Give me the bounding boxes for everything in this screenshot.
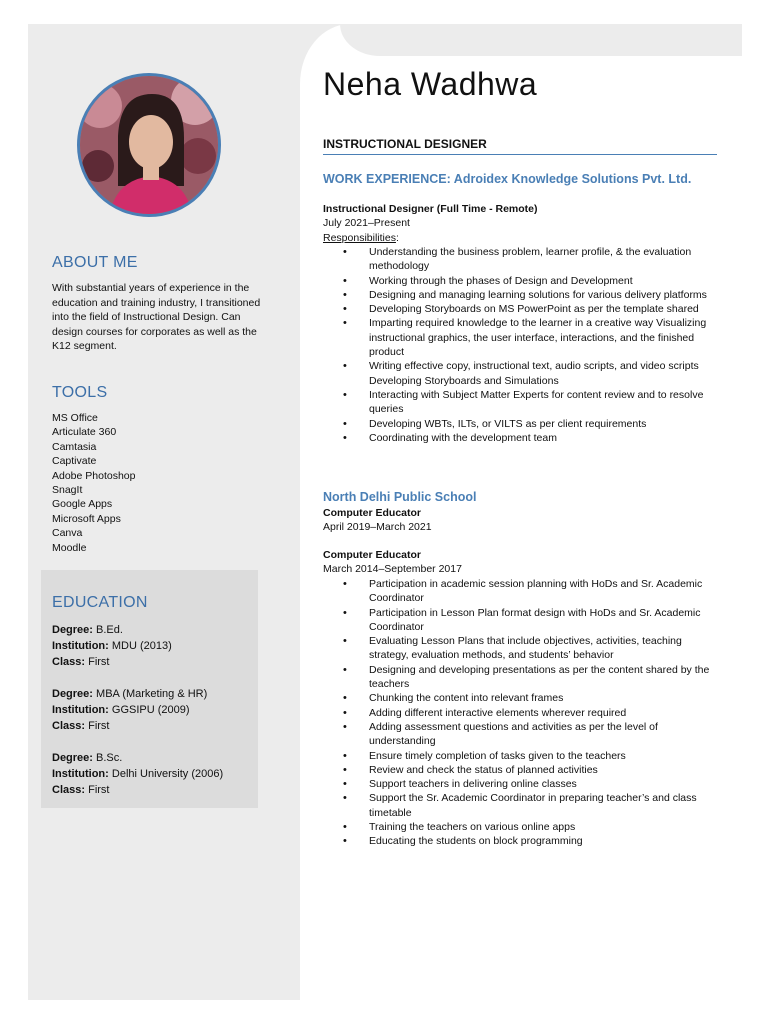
education-entry xyxy=(52,750,223,798)
role-title: INSTRUCTIONAL DESIGNER xyxy=(323,137,487,151)
class-label: Class: xyxy=(52,784,86,796)
class-value: First xyxy=(88,720,110,732)
list-item: • Ensure timely completion of tasks given to the teachers xyxy=(341,749,721,763)
institution-value: GGSIPU (2009) xyxy=(111,704,190,716)
list-item: • Designing and developing presentations as per the content shared by the teachers xyxy=(341,663,721,692)
list-item: • Review and check the status of planned activities xyxy=(341,763,721,777)
list-item: • Training the teachers on various online apps xyxy=(341,820,721,834)
institution-label: Institution: xyxy=(52,640,109,652)
class-value: First xyxy=(88,784,110,796)
degree-value: B.Sc. xyxy=(96,752,123,764)
tool-item: Camtasia xyxy=(52,440,97,453)
list-item: • Coordinating with the development team xyxy=(341,431,721,445)
responsibilities-label xyxy=(323,232,399,244)
profile-photo-art xyxy=(80,76,218,214)
education-heading: EDUCATION xyxy=(52,594,148,611)
list-item: • Participation in academic session planning with HoDs and Sr. Academic Coordinator xyxy=(341,577,721,606)
about-text: With substantial years of experience in the education and training industry, I transitioned into the field of Instructional Design. Can design courses for corporates as well as the K12 segment. xyxy=(52,282,261,352)
responsibilities-text: Responsibilities xyxy=(323,232,396,244)
list-item: • Adding assessment questions and activities as per the level of understanding xyxy=(341,720,721,749)
degree-label: Degree: xyxy=(52,752,93,764)
institution-label: Institution: xyxy=(52,768,109,780)
list-item: • Designing and managing learning solutions for various delivery platforms xyxy=(341,288,721,302)
school-bullets xyxy=(341,577,721,849)
degree-value: B.Ed. xyxy=(96,624,123,636)
list-item: • Adding different interactive elements wherever required xyxy=(341,706,721,720)
list-item: • Developing Storyboards on MS PowerPoint as per the template shared xyxy=(341,302,721,316)
title-divider xyxy=(323,154,717,155)
degree-value: MBA (Marketing & HR) xyxy=(96,688,208,700)
list-item: • Support the Sr. Academic Coordinator in preparing teacher’s and class timetable xyxy=(341,791,721,820)
list-item: • Evaluating Lesson Plans that include objectives, activities, teaching strategy, evaluation methods, and students’ behavior xyxy=(341,634,721,663)
list-item: • Participation in Lesson Plan format design with HoDs and Sr. Academic Coordinator xyxy=(341,606,721,635)
education-entry xyxy=(52,622,172,670)
list-item: • Understanding the business problem, learner profile, & the evaluation methodology xyxy=(341,245,721,274)
tool-item: Canva xyxy=(52,527,83,540)
school-heading: North Delhi Public School xyxy=(323,490,477,504)
tool-item: Moodle xyxy=(52,541,87,554)
tool-item: Microsoft Apps xyxy=(52,512,121,525)
tool-item: Google Apps xyxy=(52,498,113,511)
about-heading: ABOUT ME xyxy=(52,254,138,271)
institution-value: Delhi University (2006) xyxy=(111,768,224,780)
class-label: Class: xyxy=(52,656,86,668)
institution-label: Institution: xyxy=(52,704,109,716)
education-entry xyxy=(52,686,207,734)
job-title: Instructional Designer (Full Time - Remote) xyxy=(323,203,538,215)
job-date: March 2014–September 2017 xyxy=(323,563,462,575)
list-item: • Support teachers in delivering online classes xyxy=(341,777,721,791)
tool-item: SnagIt xyxy=(52,484,83,497)
tools-list xyxy=(52,411,136,555)
person-name: Neha Wadhwa xyxy=(323,66,538,102)
job-title: Computer Educator xyxy=(323,549,422,561)
list-item: • Writing effective copy, instructional text, audio scripts, and video scripts Developing Storyboards and Simulations xyxy=(341,359,721,388)
list-item: • Imparting required knowledge to the learner in a creative way Visualizing instructional graphics, the user interface, interactions, and the finished product xyxy=(341,316,721,359)
tool-item: Captivate xyxy=(52,455,97,468)
tool-item: MS Office xyxy=(52,412,98,424)
work-experience-heading: WORK EXPERIENCE: Adroidex Knowledge Solutions Pvt. Ltd. xyxy=(323,172,692,186)
list-item: • Working through the phases of Design and Development xyxy=(341,274,721,288)
list-item: • Developing WBTs, ILTs, or VILTS as per client requirements xyxy=(341,417,721,431)
class-label: Class: xyxy=(52,720,86,732)
tool-item: Adobe Photoshop xyxy=(52,469,136,482)
profile-photo-icon xyxy=(77,73,221,217)
institution-value: MDU (2013) xyxy=(111,640,172,652)
list-item: • Chunking the content into relevant frames xyxy=(341,691,721,705)
list-item: • Educating the students on block programming xyxy=(341,834,721,848)
tools-heading: TOOLS xyxy=(52,384,108,401)
degree-label: Degree: xyxy=(52,688,93,700)
job-title: Computer Educator xyxy=(323,507,422,519)
job-date: July 2021–Present xyxy=(323,217,410,229)
class-value: First xyxy=(88,656,110,668)
responsibilities-colon: : xyxy=(395,232,399,244)
work-bullets xyxy=(341,245,721,445)
tool-item: Articulate 360 xyxy=(52,426,117,439)
top-band-right xyxy=(340,24,742,56)
job-date: April 2019–March 2021 xyxy=(323,521,432,533)
list-item: • Interacting with Subject Matter Experts for content review and to resolve queries xyxy=(341,388,721,417)
degree-label: Degree: xyxy=(52,624,93,636)
